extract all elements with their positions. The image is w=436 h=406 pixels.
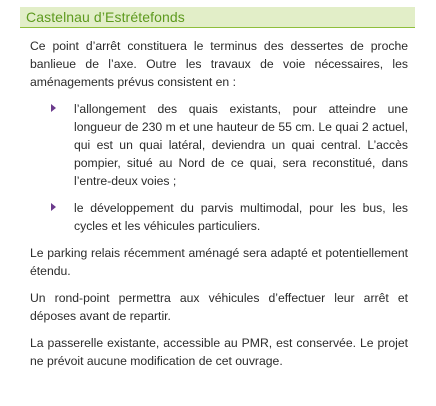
bullet-text: le développement du parvis multimodal, pour les bus, les cycles et les véhicules particuliers.	[74, 201, 408, 233]
section-heading	[20, 7, 415, 28]
passerelle-paragraph: La passerelle existante, accessible au PMR, est conservée. Le projet ne prévoit aucune modification de cet ouvrage.	[30, 336, 408, 368]
document-body	[30, 37, 408, 370]
triangle-bullet-icon	[51, 203, 56, 211]
intro-paragraph: Ce point d’arrêt constituera le terminus des dessertes de proche banlieue de l’axe. Outre les travaux de voie nécessaires, les aménagements prévus consistent en :	[30, 39, 408, 89]
rond-point-paragraph: Un rond-point permettra aux véhicules d’effectuer leur arrêt et déposes avant de repartir.	[30, 291, 408, 323]
bullet-list	[30, 100, 408, 235]
bullet-item-quais	[30, 100, 408, 190]
parking-paragraph: Le parking relais récemment aménagé sera adapté et potentiellement étendu.	[30, 246, 408, 278]
triangle-bullet-icon	[51, 104, 56, 112]
bullet-item-parvis	[30, 199, 408, 235]
bullet-text: l’allongement des quais existants, pour atteindre une longueur de 230 m et une hauteur de 55 cm. Le quai 2 actuel, qui est un quai latéral, deviendra un quai central. L’accès pompier, situé au Nord de ce quai, sera reconstitué, dans l’entre-deux voies ;	[74, 102, 408, 188]
section-title: Castelnau d’Estrétefonds	[26, 9, 185, 25]
